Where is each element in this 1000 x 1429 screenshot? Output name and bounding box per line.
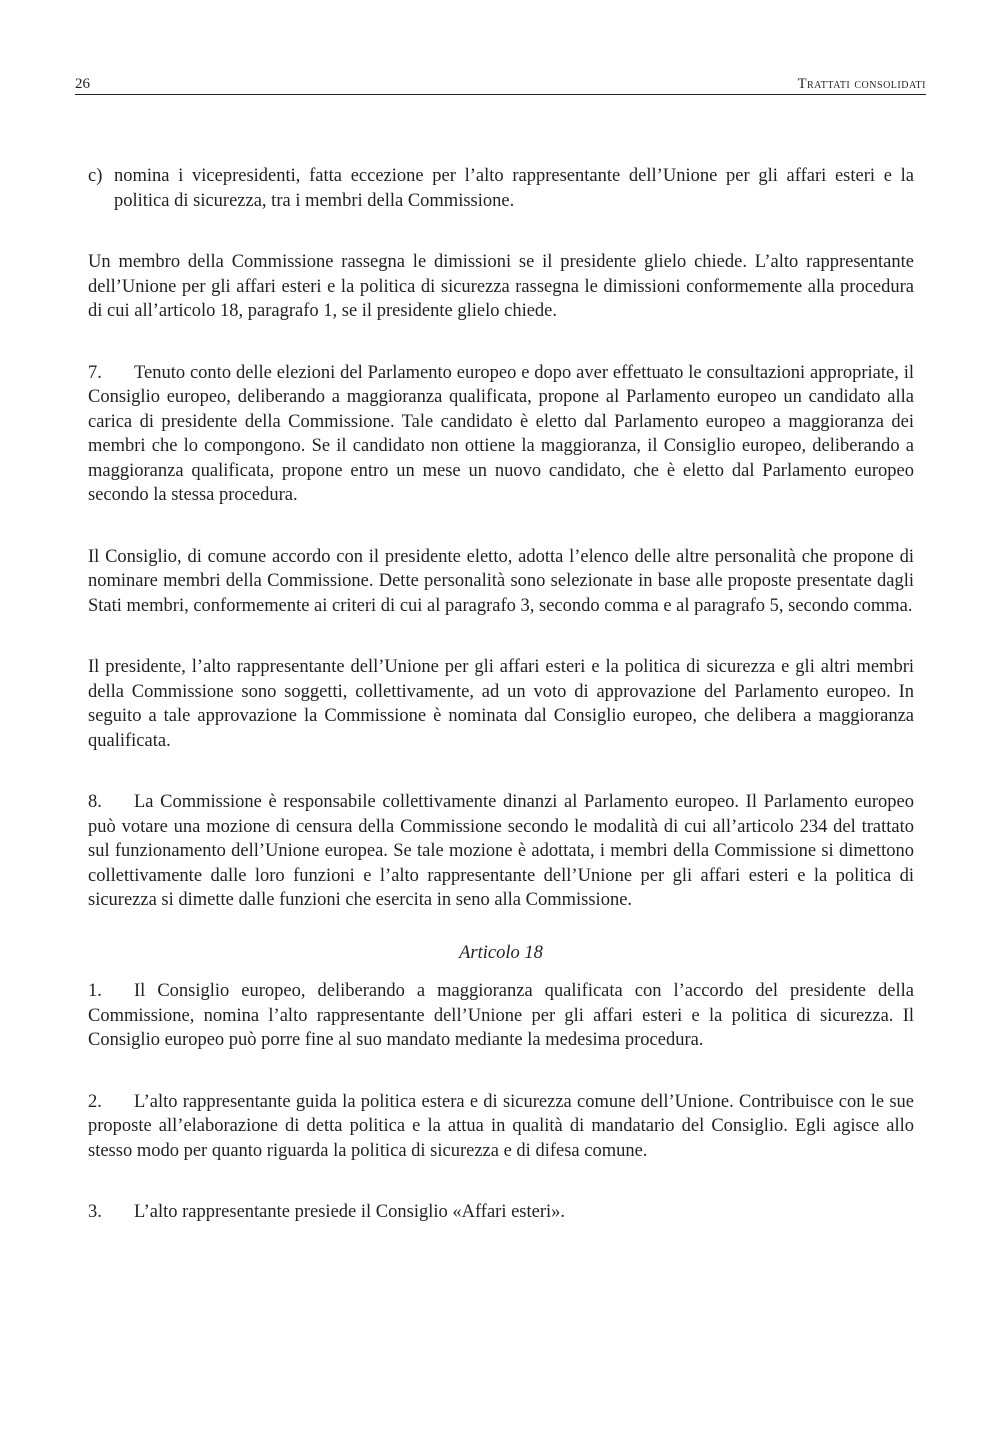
paragraph-number: 8.: [88, 792, 102, 812]
running-title: Trattati consolidati: [797, 76, 926, 92]
article-18-paragraph-2: [88, 1090, 914, 1164]
paragraph-consiglio: Il Consiglio, di comune accordo con il presidente eletto, adotta l’elenco delle altre personalità che propone di nominare membri della Commissione. Dette personalità sono selezionate in base alle proposte presentate dagli Stati membri, conformemente ai criteri di cui al paragrafo 3, secondo comma e al paragrafo 5, secondo comma.: [88, 546, 914, 616]
page-number: 26: [75, 76, 90, 92]
list-item-marker: c): [88, 166, 103, 186]
paragraph-number: 2.: [88, 1091, 102, 1112]
paragraph-number: 3.: [88, 1202, 102, 1222]
paragraph-text: L’alto rappresentante guida la politica estera e di sicurezza comune dell’Unione. Contribuisce con le sue proposte all’elaborazione di detta politica e la attua in qualità di mandatario del Consiglio. Egli agisce allo stesso modo per quanto riguarda la politica di sicurezza e di difesa comune.: [88, 1091, 914, 1161]
paragraph-dimissioni: Un membro della Commissione rassegna le dimissioni se il presidente glielo chiede. L’alto rappresentante dell’Unione per gli affari esteri e la politica di sicurezza rassegna le dimissioni conformemente alla procedura di cui all’articolo 18, paragrafo 1, se il presidente glielo chiede.: [88, 252, 914, 321]
list-item-c: [88, 164, 914, 213]
paragraph-text: L’alto rappresentante presiede il Consiglio «Affari esteri».: [134, 1202, 566, 1222]
paragraph-number: 7.: [88, 362, 102, 383]
list-item-text: nomina i vicepresidenti, fatta eccezione per l’alto rappresentante dell’Unione per gli affari esteri e la politica di sicurezza, tra i membri della Commissione.: [114, 166, 914, 211]
paragraph-text: Tenuto conto delle elezioni del Parlamento europeo e dopo aver effettuato le consultazioni appropriate, il Consiglio europeo, deliberando a maggioranza qualificata, propone al Parlamento europeo un candidato alla carica di presidente della Commissione. Tale candidato è eletto dal Parlamento europeo a maggioranza dei membri che lo compongono. Se il candidato non ottiene la maggioranza, il Consiglio europeo, deliberando a maggioranza qualificata, propone entro un mese un nuovo candidato, che è eletto dal Parlamento europeo secondo la stessa procedura.: [88, 362, 914, 505]
paragraph-presidente: Il presidente, l’alto rappresentante dell’Unione per gli affari esteri e la politica di sicurezza e gli altri membri della Commissione sono soggetti, collettivamente, ad un voto di approvazione del Parlamento europeo. In seguito a tale approvazione la Commissione è nominata dal Consiglio europeo, che delibera a maggioranza qualificata.: [88, 657, 914, 751]
paragraph-text: Il Consiglio europeo, deliberando a maggioranza qualificata con l’accordo del presidente della Commissione, nomina l’alto rappresentante dell’Unione per gli affari esteri e la politica di sicurezza. Il Consiglio europeo può porre fine al suo mandato mediante la medesima procedura.: [88, 981, 914, 1050]
paragraph-8: [88, 790, 914, 913]
paragraph-text: La Commissione è responsabile collettivamente dinanzi al Parlamento europeo. Il Parlamento europeo può votare una mozione di censura della Commissione secondo le modalità di cui all’articolo 234 del trattato sul funzionamento dell’Unione europea. Se tale mozione è adottata, i membri della Commissione si dimettono collettivamente dalle loro funzioni e l’alto rappresentante dell’Unione per gli affari esteri e la politica di sicurezza si dimette dalle funzioni che esercita in seno alla Commissione.: [88, 792, 914, 910]
article-18-paragraph-3: [88, 1200, 914, 1225]
paragraph-7: [88, 361, 914, 508]
document-body: [88, 164, 914, 1262]
page-header: [75, 76, 926, 95]
article-18-paragraph-1: [88, 979, 914, 1053]
article-title: Articolo 18: [459, 942, 543, 963]
paragraph-number: 1.: [88, 981, 102, 1001]
